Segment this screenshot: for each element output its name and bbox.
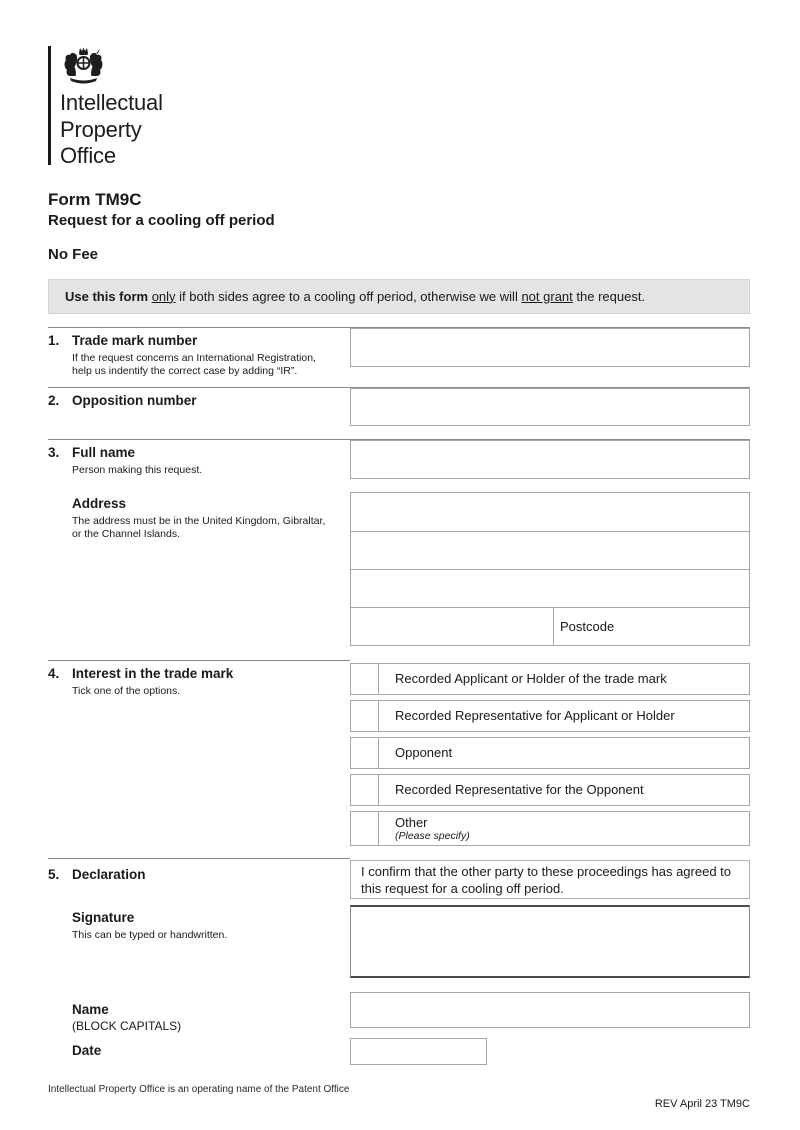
interest-label-block bbox=[48, 660, 350, 859]
opposition-number-input[interactable] bbox=[350, 388, 750, 426]
notice-underline-not-grant: not grant bbox=[521, 288, 573, 304]
notice-end-text: the request. bbox=[572, 288, 646, 304]
address-help: The address must be in the United Kingdom, Gibraltar, or the Channel Islands. bbox=[72, 514, 326, 540]
logo-wordmark bbox=[60, 90, 163, 170]
declaration-statement-area bbox=[350, 859, 750, 905]
section-number-2: 2. bbox=[48, 392, 60, 408]
notice-mid-text: if both sides agree to a cooling off period, otherwise we will bbox=[175, 288, 522, 304]
address-line-2-input[interactable] bbox=[351, 531, 749, 569]
usage-notice bbox=[48, 279, 750, 314]
full-name-input[interactable] bbox=[350, 440, 750, 479]
interest-title bbox=[48, 666, 350, 682]
full-name-help: Person making this request. bbox=[72, 463, 203, 476]
trade-mark-number-label-block bbox=[48, 328, 350, 387]
footer-operating-name: Intellectual Property Office is an operating name of the Patent Office bbox=[48, 1083, 350, 1095]
option-row-other bbox=[350, 811, 750, 846]
address-last-row bbox=[351, 607, 749, 645]
section-declaration bbox=[48, 859, 750, 1065]
opposition-number-field-area bbox=[350, 388, 750, 439]
address-title: Address bbox=[72, 495, 127, 511]
form-subtitle: Request for a cooling off period bbox=[48, 211, 275, 229]
address-line-3-input[interactable] bbox=[351, 569, 749, 607]
signature-label-block bbox=[48, 905, 350, 978]
trade-mark-number-help: If the request concerns an International Registration, help us indentify the correct case by adding “IR”. bbox=[72, 351, 316, 377]
section-full-name-address bbox=[48, 439, 750, 661]
address-label-block bbox=[48, 496, 350, 541]
fee-label: No Fee bbox=[48, 245, 99, 263]
logo-word-1: Intellectual bbox=[60, 90, 163, 115]
notice-underline-only: only bbox=[151, 288, 176, 304]
name-block-capitals-note: (BLOCK CAPITALS) bbox=[72, 1018, 182, 1033]
declaration-label-block bbox=[48, 858, 350, 905]
trade-mark-number-field-area bbox=[350, 328, 750, 387]
date-row bbox=[48, 1038, 750, 1065]
full-name-title-text: Full name bbox=[72, 444, 136, 460]
interest-options-table bbox=[350, 663, 750, 846]
option-row-opponent bbox=[350, 737, 750, 769]
date-field-area bbox=[350, 1038, 750, 1065]
logo-body bbox=[51, 46, 163, 170]
name-label-block bbox=[48, 992, 350, 1038]
option-other-text: Other bbox=[395, 815, 428, 830]
option-row-recorded-representative-opponent bbox=[350, 774, 750, 806]
option-checkbox-opponent[interactable] bbox=[351, 738, 379, 768]
full-name-title bbox=[48, 445, 350, 461]
address-line-1-input[interactable] bbox=[351, 493, 749, 531]
notice-bold-text: Use this form bbox=[65, 288, 152, 304]
section-number-3: 3. bbox=[48, 444, 60, 460]
address-table bbox=[350, 492, 750, 646]
footer-revision: REV April 23 TM9C bbox=[654, 1097, 750, 1110]
date-label-block bbox=[48, 1038, 350, 1065]
option-checkbox-recorded-applicant[interactable] bbox=[351, 664, 379, 694]
section-number-4: 4. bbox=[48, 665, 60, 681]
option-label-opponent: Opponent bbox=[395, 745, 453, 760]
logo-word-3: Office bbox=[60, 143, 116, 168]
declaration-title bbox=[48, 867, 350, 883]
opposition-number-title-text: Opposition number bbox=[72, 392, 197, 408]
section-interest bbox=[48, 661, 750, 859]
section-number-5: 5. bbox=[48, 866, 60, 882]
signature-field-area bbox=[350, 905, 750, 978]
logo-word-2: Property bbox=[60, 116, 142, 142]
date-input[interactable] bbox=[350, 1038, 487, 1065]
trade-mark-number-title bbox=[48, 333, 350, 349]
signature-input[interactable] bbox=[350, 905, 750, 978]
option-label-recorded-applicant: Recorded Applicant or Holder of the trade mark bbox=[395, 671, 667, 686]
name-field-area bbox=[350, 992, 750, 1038]
full-name-address-field-area bbox=[350, 440, 750, 661]
postcode-cell[interactable] bbox=[554, 608, 749, 645]
option-label-other bbox=[379, 812, 470, 845]
name-title: Name bbox=[72, 1001, 109, 1017]
full-name-address-label-block bbox=[48, 440, 350, 661]
ipo-logo bbox=[48, 46, 750, 170]
option-row-recorded-applicant bbox=[350, 663, 750, 695]
declaration-row bbox=[48, 859, 750, 905]
interest-title-text: Interest in the trade mark bbox=[72, 665, 234, 681]
interest-options-area bbox=[350, 661, 750, 859]
signature-title: Signature bbox=[72, 909, 135, 925]
declaration-title-text: Declaration bbox=[72, 866, 146, 882]
opposition-number-title bbox=[48, 393, 350, 409]
option-checkbox-other[interactable] bbox=[351, 812, 379, 845]
postcode-label: Postcode bbox=[560, 618, 615, 634]
option-checkbox-recorded-representative-opponent[interactable] bbox=[351, 775, 379, 805]
opposition-number-label-block bbox=[48, 388, 350, 439]
date-title: Date bbox=[72, 1042, 102, 1058]
form-content bbox=[48, 0, 750, 1110]
name-row bbox=[48, 992, 750, 1038]
form-number-title: Form TM9C bbox=[48, 189, 142, 209]
signature-help: This can be typed or handwritten. bbox=[72, 928, 228, 941]
address-line-4-input[interactable] bbox=[351, 608, 554, 645]
declaration-statement: I confirm that the other party to these proceedings has agreed to this request for a cooling off period. bbox=[350, 860, 750, 899]
section-trade-mark-number bbox=[48, 327, 750, 387]
royal-coat-of-arms-icon bbox=[60, 47, 107, 87]
signature-row bbox=[48, 905, 750, 978]
option-other-note: (Please specify) bbox=[395, 830, 470, 842]
name-input[interactable] bbox=[350, 992, 750, 1028]
trade-mark-number-title-text: Trade mark number bbox=[72, 332, 198, 348]
section-opposition-number bbox=[48, 387, 750, 439]
section-number-1: 1. bbox=[48, 332, 60, 348]
option-label-recorded-representative-applicant: Recorded Representative for Applicant or Holder bbox=[395, 708, 675, 723]
interest-help: Tick one of the options. bbox=[72, 684, 181, 697]
option-row-recorded-representative-applicant bbox=[350, 700, 750, 732]
trade-mark-number-input[interactable] bbox=[350, 328, 750, 367]
option-label-recorded-representative-opponent: Recorded Representative for the Opponent bbox=[395, 782, 644, 797]
option-checkbox-recorded-representative-applicant[interactable] bbox=[351, 701, 379, 731]
